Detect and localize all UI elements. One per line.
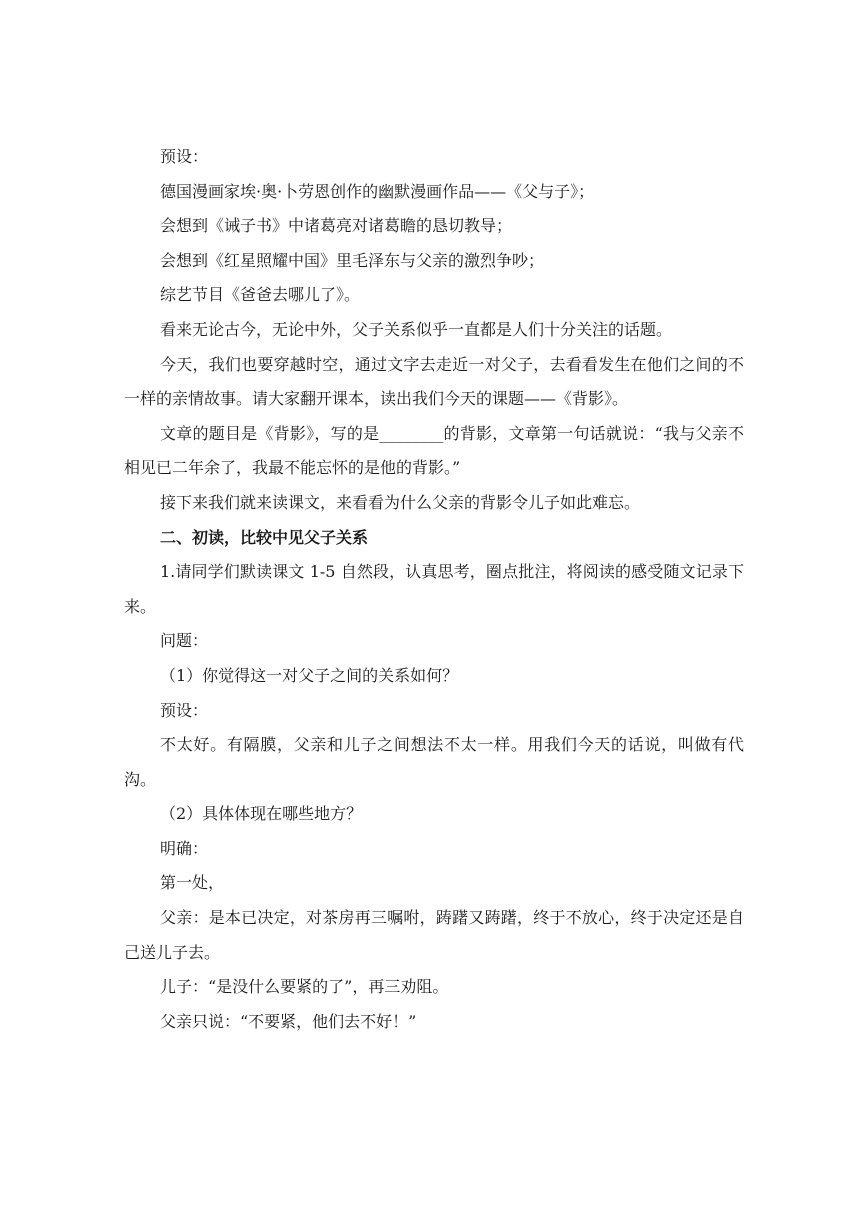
paragraph-father-and-son-comic: 德国漫画家埃·奥·卜劳恩创作的幽默漫画作品——《父与子》；: [160, 181, 595, 201]
paragraph-jiezishu: 会想到《诫子书》中诸葛亮对诸葛瞻的恳切教导；: [160, 216, 513, 236]
paragraph-answer-1: 不太好。有隔膜，父亲和儿子之间想法不太一样。用我们今天的话说，叫做有代沟。: [124, 735, 744, 789]
paragraph-preset-1: 预设：: [160, 147, 209, 166]
paragraph-question-label: 问题：: [160, 631, 209, 651]
paragraph-red-star: 会想到《红星照耀中国》里毛泽东与父亲的激烈争吵；: [160, 250, 545, 270]
paragraph-father-reply: 父亲只说：“不要紧，他们去不好！”: [160, 1011, 417, 1031]
document-body: [124, 140, 744, 1039]
paragraph-son-dissuade: 儿子：“是没什么要紧的了”，再三劝阻。: [160, 977, 449, 997]
paragraph-first-place: 第一处，: [160, 873, 225, 893]
paragraph-question-1: （1）你觉得这一对父子之间的关系如何？: [160, 665, 459, 685]
paragraph-preset-2: 预设：: [160, 700, 209, 720]
paragraph-clarify: 明确：: [160, 838, 209, 858]
paragraph-title-question: 文章的题目是《背影》，写的是________的背影，文章第一句话就说：“我与父亲不相见已二年余了，我最不能忘怀的是他的背影。”: [124, 423, 744, 478]
paragraph-question-2: （2）具体体现在哪些地方？: [160, 804, 363, 824]
paragraph-father-decision: 父亲：是本已决定，对茶房再三嘱咐，踌躇又踌躇，终于不放心，终于决定还是自己送儿子去。: [124, 908, 744, 962]
section-heading: 二、初读，比较中见父子关系: [160, 527, 369, 547]
paragraph-task-1: 1.请同学们默读课文 1-5 自然段，认真思考，圈点批注，将阅读的感受随文记录下来。: [124, 562, 744, 616]
paragraph-read-text: 接下来我们就来读课文，来看看为什么父亲的背影令儿子如此难忘。: [160, 492, 641, 512]
paragraph-today-lesson: 今天，我们也要穿越时空，通过文字去走近一对父子，去看看发生在他们之间的不一样的亲情故事。请大家翻开课本，读出我们今天的课题——《背影》。: [124, 354, 744, 409]
paragraph-topic-concern: 看来无论古今，无论中外，父子关系似乎一直都是人们十分关注的话题。: [160, 319, 673, 339]
paragraph-variety-show: 综艺节目《爸爸去哪儿了》。: [160, 285, 361, 305]
